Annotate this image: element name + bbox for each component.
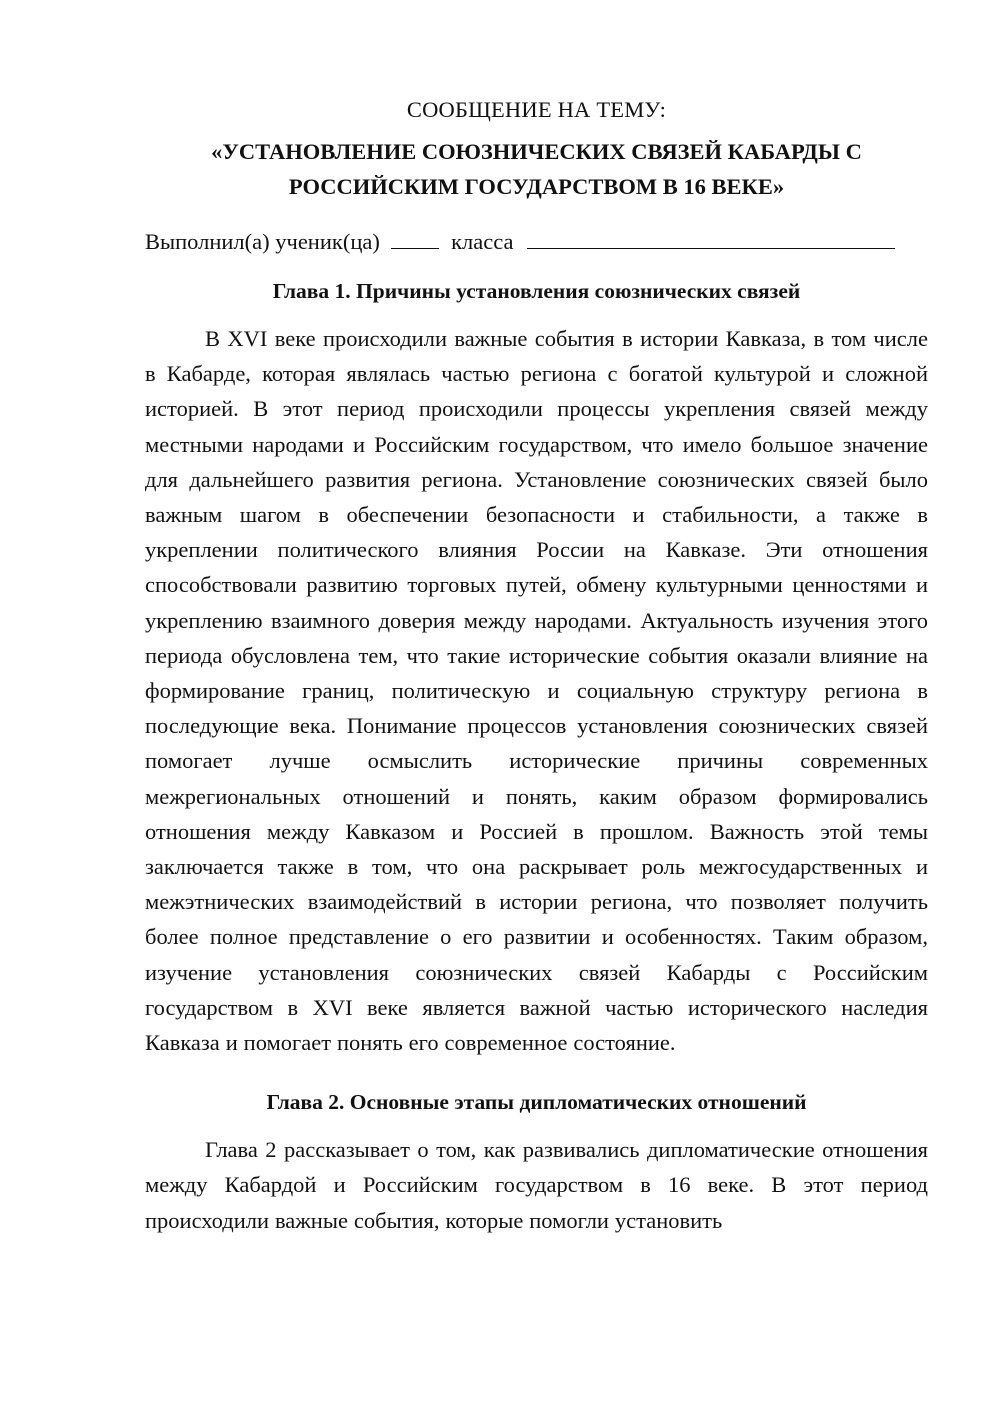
grade-blank — [391, 227, 439, 249]
student-label: Выполнил(а) ученик(ца) — [145, 229, 380, 254]
document-title — [145, 134, 928, 204]
document-title-line-2: РОССИЙСКИМ ГОСУДАРСТВОМ В 16 ВЕКЕ» — [288, 174, 785, 199]
chapter-1-heading: Глава 1. Причины установления союзнических связей — [272, 279, 801, 303]
document-page — [145, 92, 928, 1238]
chapter-1-paragraph: В XVI веке происходили важные события в истории Кавказа, в том числе в Кабарде, которая являлась частью региона с богатой культурой и сложной историей. В этот период происходили процессы укрепления связей между местными народами и Российским государством, что имело большое значение для дальнейшего развития региона. Установление союзнических связей было важным шагом в обеспечении безопасности и стабильности, а также в укреплении политического влияния России на Кавказе. Эти отношения способствовали развитию торговых путей, обмену культурными ценностями и укреплению взаимного доверия между народами. Актуальность изучения этого периода обусловлена тем, что такие исторические события оказали влияние на формирование границ, политическую и социальную структуру региона в последующие века. Понимание процессов установления союзнических связей помогает лучше осмыслить исторические причины современных межрегиональных отношений и понять, каким образом формировались отношения между Кавказом и Россией в прошлом. Важность этой темы заключается также в том, что она раскрывает роль межгосударственных и межэтнических взаимодействий в истории региона, что позволяет получить более полное представление о его развитии и особенностях. Таким образом, изучение установления союзнических связей Кабарды с Российским государством в XVI веке является важной частью исторического наследия Кавказа и помогает понять его современное состояние. — [145, 326, 928, 1056]
chapter-2-heading: Глава 2. Основные этапы дипломатических отношений — [266, 1090, 807, 1115]
student-info-line — [145, 224, 928, 260]
document-title-line-1: «УСТАНОВЛЕНИЕ СОЮЗНИЧЕСКИХ СВЯЗЕЙ КАБАРДЫ С — [211, 139, 862, 164]
chapter-2-paragraph: Глава 2 рассказывает о том, как развивались дипломатические отношения между Кабардой и Российским государством в 16 веке. В этот период происходили важные события, которые помогли установить — [145, 1137, 928, 1233]
class-label: класса — [451, 229, 514, 254]
document-kicker: СООБЩЕНИЕ НА ТЕМУ: — [406, 97, 667, 122]
name-blank — [527, 227, 895, 249]
